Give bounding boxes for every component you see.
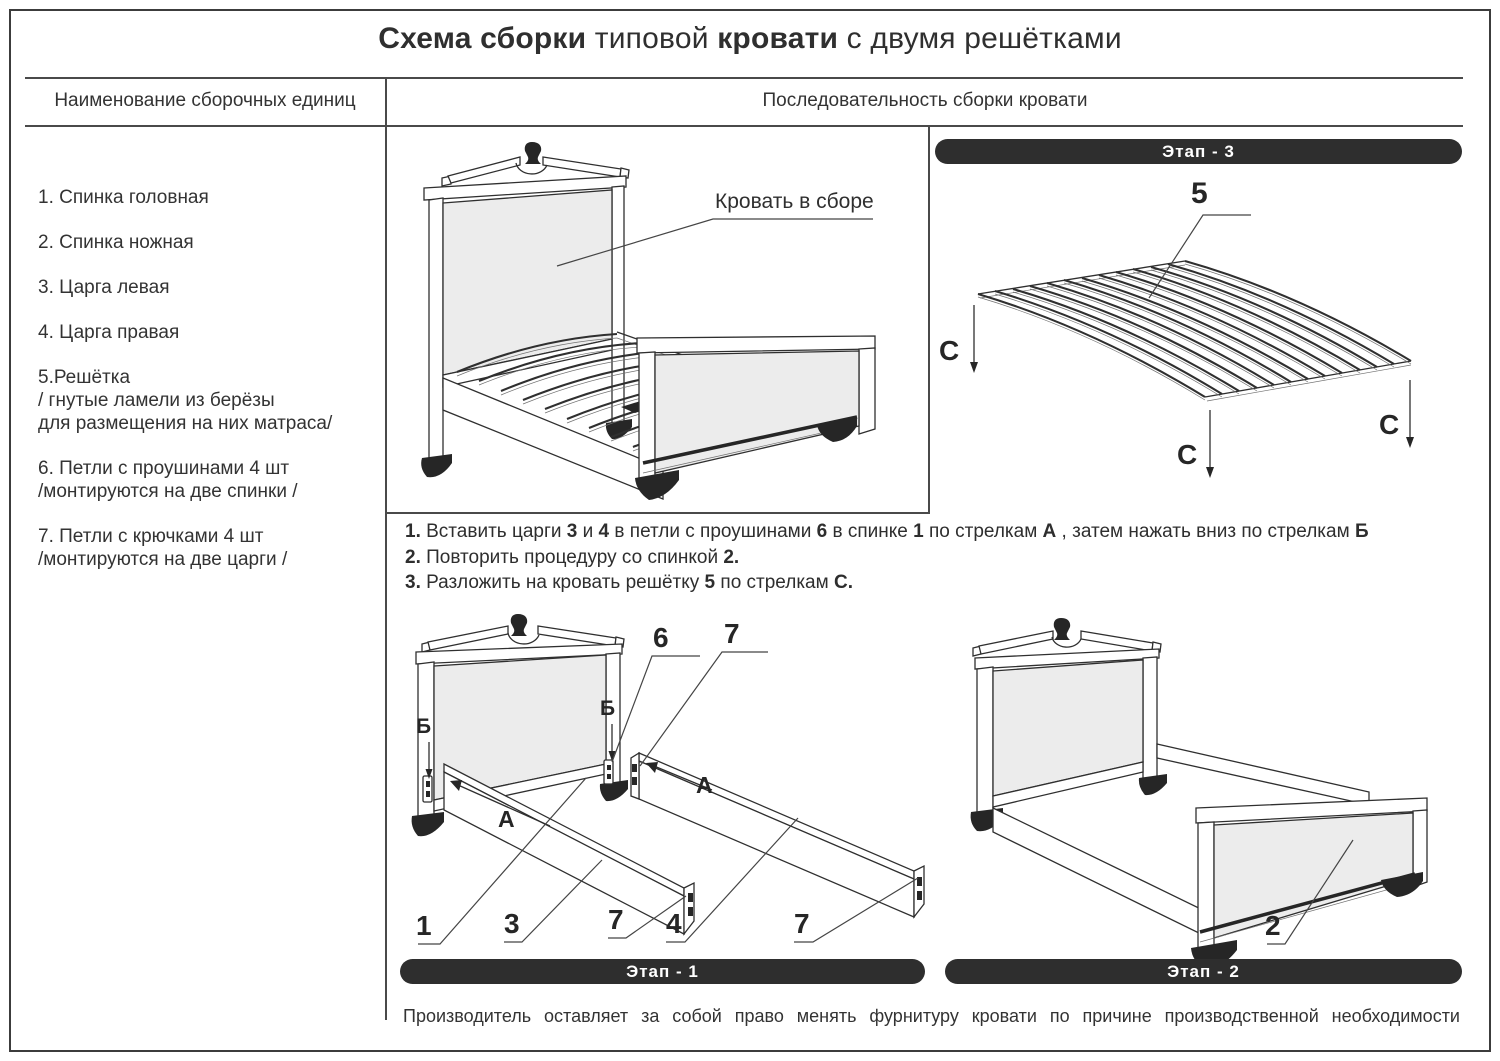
list-item-5: 5.Решётка / гнутые ламели из берёзы для размещения на них матраса/ [38, 367, 333, 434]
arrow-down-icon [970, 305, 978, 373]
arrow-label-c-bottom: С [1177, 439, 1198, 470]
instruction-line-1: 1. Вставить царги 3 и 4 в петли с проушинами 6 в спинке 1 по стрелкам А , затем нажать вниз по стрелкам Б [405, 521, 1369, 542]
lattice-drawing [978, 261, 1411, 401]
callout-1: 1 [416, 910, 432, 941]
arrow-label-b-left: Б [416, 715, 432, 738]
callout-7b: 7 [608, 904, 624, 935]
callout-7c: 7 [794, 908, 810, 939]
stage-3-panel [935, 165, 1465, 510]
arrow-down-icon [1406, 380, 1414, 448]
finial-ornament-icon [525, 142, 541, 164]
list-item-4: 4. Царга правая [38, 322, 180, 343]
arrow-label-a-left: А [498, 806, 515, 832]
finial-ornament-icon [1054, 618, 1070, 640]
callout-2: 2 [1265, 910, 1281, 941]
assembly-instructions [405, 519, 1465, 596]
stage-3-banner: Этап - 3 [935, 139, 1462, 164]
stage-2-panel [945, 612, 1465, 960]
callout-4: 4 [666, 908, 682, 939]
title-part-bold2: кровати [717, 22, 839, 55]
assembled-bed-diagram [385, 126, 928, 512]
stage-1-panel [400, 612, 930, 957]
footboard-drawing [1191, 798, 1427, 960]
arrow-down-icon [1206, 410, 1214, 478]
hinge-plate-icon [604, 760, 613, 784]
callout-7a-leader [640, 652, 768, 766]
finial-ornament-icon [511, 614, 527, 636]
stage-2-diagram [945, 612, 1465, 960]
instruction-line-3: 3. Разложить на кровать решётку 5 по стрелкам С. [405, 572, 853, 593]
arrow-label-b-right: Б [600, 697, 616, 720]
callout-6: 6 [653, 622, 669, 653]
callout-6-leader [612, 656, 700, 762]
slat-lattice-diagram [935, 165, 1465, 510]
title-part-bold1: Схема сборки [378, 22, 587, 55]
list-item-6: 6. Петли с проушинами 4 шт /монтируются на две спинки / [38, 458, 298, 502]
callout-5: 5 [1191, 177, 1208, 210]
stage-1-diagram [400, 612, 930, 957]
stage-1-banner: Этап - 1 [400, 959, 925, 984]
list-item-3: 3. Царга левая [38, 277, 170, 298]
list-item-2: 2. Спинка ножная [38, 232, 194, 253]
footboard-drawing [635, 336, 875, 500]
stage-2-banner: Этап - 2 [945, 959, 1462, 984]
parts-list [38, 0, 378, 1061]
right-column-header: Последовательность сборки кровати [762, 90, 1088, 111]
list-item-7: 7. Петли с крючками 4 шт /монтируются на две царги / [38, 526, 288, 570]
hinge-plate-icon [423, 776, 432, 802]
callout-7a: 7 [724, 618, 740, 649]
arrow-label-c-left: С [939, 335, 960, 366]
title-part-reg1: типовой [586, 22, 718, 55]
headboard-drawing [971, 618, 1167, 831]
instruction-line-2: 2. Повторить процедуру со спинкой 2. [405, 546, 740, 568]
assembled-bed-caption: Кровать в сборе [715, 190, 874, 213]
arrow-label-a-right: А [696, 772, 713, 798]
list-item-1: 1. Спинка головная [38, 187, 209, 208]
title-part-reg2: с двумя решётками [838, 22, 1122, 55]
manufacturer-note: Производитель оставляет за собой право менять фурнитуру кровати по причине производственной необходимости [403, 1006, 1460, 1026]
left-column-header: Наименование сборочных единиц [54, 90, 356, 111]
assembled-bed-panel [385, 126, 930, 514]
arrow-label-c-right: С [1379, 409, 1400, 440]
callout-3: 3 [504, 908, 520, 939]
